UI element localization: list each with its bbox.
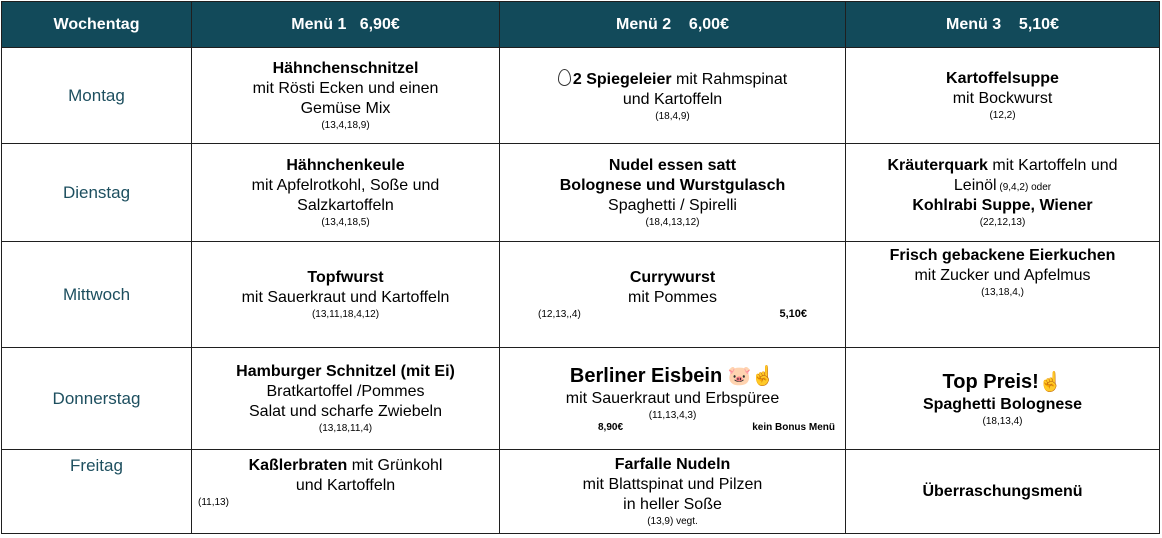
dish-title: Frisch gebackene Eierkuchen: [889, 247, 1116, 264]
allergen-codes: (13,18,4,): [981, 287, 1024, 298]
dish-line: mit Grünkohl: [347, 457, 443, 474]
allergen-codes: (11,13,4,3): [648, 410, 697, 421]
allergen-codes: (11,13): [198, 497, 229, 508]
table-row: [2, 242, 1160, 348]
allergen-codes: (13,18,11,4): [318, 423, 373, 434]
menu-3-cell: [846, 450, 1160, 534]
dish-line: mit Rahmspinat: [671, 70, 788, 88]
dish-title: [500, 364, 845, 389]
dish-title: Nudel essen satt: [608, 157, 737, 174]
dish-title-2: Spaghetti Bolognese: [922, 395, 1083, 413]
allergen-codes: (12,2): [989, 110, 1016, 121]
allergen-codes: (9,4,2) oder: [996, 182, 1052, 193]
bonus-note: kein Bonus Menü: [752, 422, 835, 433]
allergen-codes: (18,13,4): [982, 415, 1023, 427]
dish-title-text: Berliner Eisbein: [569, 365, 723, 387]
dish-title-2: Bolognese und Wurstgulasch: [559, 177, 786, 194]
dish-line: Bratkartoffel /Pommes: [266, 383, 425, 400]
dish-title: Kaßlerbraten: [248, 457, 348, 474]
dish-title: Kartoffelsuppe: [946, 70, 1059, 87]
dish-title: Hähnchenschnitzel: [272, 60, 419, 77]
day-wednesday: Mittwoch: [2, 242, 192, 348]
special-price: 5,10€: [779, 308, 807, 320]
pointing-finger-icon: ☝: [1038, 371, 1063, 393]
dish-line: Gemüse Mix: [300, 100, 391, 117]
dish-line: [846, 156, 1159, 176]
dish-line: mit Zucker und Apfelmus: [914, 267, 1091, 284]
dish-title: Hamburger Schnitzel (mit Ei): [236, 363, 455, 380]
menu-1-cell: [192, 48, 500, 144]
special-price: 8,90€: [598, 422, 624, 433]
header-weekday: Wochentag: [2, 2, 192, 48]
header-row: [2, 2, 1160, 48]
dish-line: [846, 176, 1159, 196]
dish-title: Currywurst: [629, 269, 716, 286]
menu-1-cell: [192, 144, 500, 242]
dish-line: Spaghetti / Spirelli: [608, 197, 737, 214]
menu-2-cell: [500, 242, 846, 348]
menu-2-cell: [500, 144, 846, 242]
dish-line: und Kartoffeln: [622, 90, 723, 108]
dish-line: mit Rösti Ecken und einen: [252, 80, 439, 97]
price-note-row: [500, 422, 845, 433]
day-thursday: Donnerstag: [2, 348, 192, 450]
allergen-codes: (18,4,9): [655, 110, 690, 122]
menu-2-cell: [500, 450, 846, 534]
dish-title: Kräuterquark: [887, 157, 988, 174]
day-tuesday: Dienstag: [2, 144, 192, 242]
allergen-codes: (18,4,13,12): [645, 217, 700, 228]
header-menu-1: Menü 1 6,90€: [192, 2, 500, 48]
allergen-codes: (13,11,18,4,12): [311, 309, 380, 320]
header-menu-2: Menü 2 6,00€: [500, 2, 846, 48]
dish-title: [846, 370, 1159, 395]
dish-line: [500, 69, 845, 90]
dish-line: in heller Soße: [623, 496, 722, 513]
dish-line: mit Sauerkraut und Kartoffeln: [241, 289, 450, 306]
dish-line: und Kartoffeln: [295, 477, 396, 494]
menu-1-cell: [192, 242, 500, 348]
menu-3-cell: [846, 144, 1160, 242]
allergen-codes: (22,12,13): [979, 217, 1026, 228]
day-friday: Freitag: [2, 450, 192, 534]
dish-title: Überraschungsmenü: [922, 482, 1083, 500]
menu-3-cell: [846, 348, 1160, 450]
table-row: [2, 144, 1160, 242]
dish-title-2: Kohlrabi Suppe, Wiener: [912, 197, 1093, 214]
allergen-codes: (13,4,18,5): [321, 217, 370, 228]
dish-line: Salat und scharfe Zwiebeln: [249, 403, 442, 420]
dish-line: mit Sauerkraut und Erbspüree: [565, 390, 780, 407]
allergen-codes: (13,4,18,9): [321, 120, 370, 131]
dish-line: Salzkartoffeln: [297, 197, 394, 214]
dish-title: Topfwurst: [307, 269, 384, 286]
codes-price-row: [500, 308, 845, 321]
dish-line: mit Apfelrotkohl, Soße und: [251, 177, 440, 194]
weekly-menu-table: [1, 1, 1160, 534]
dish-title: 2 Spiegeleier: [572, 70, 672, 88]
dish-line: mit Kartoffeln und: [987, 157, 1118, 174]
dish-title: Farfalle Nudeln: [614, 456, 731, 473]
egg-icon: [558, 69, 571, 86]
dish-title-text: Top Preis!: [942, 370, 1039, 393]
table-row: [2, 48, 1160, 144]
dish-title: Hähnchenkeule: [286, 157, 405, 174]
menu-2-cell: [500, 348, 846, 450]
allergen-codes: (13,9) vegt.: [647, 516, 698, 527]
table-row: [2, 450, 1160, 534]
header-menu-3: Menü 3 5,10€: [846, 2, 1160, 48]
menu-1-cell: [192, 450, 500, 534]
table-row: [2, 348, 1160, 450]
dish-line: mit Blattspinat und Pilzen: [582, 476, 763, 493]
dish-line: mit Pommes: [628, 289, 717, 306]
menu-3-cell: [846, 48, 1160, 144]
day-monday: Montag: [2, 48, 192, 144]
allergen-codes: (12,13,,4): [538, 309, 581, 320]
dish-line: mit Bockwurst: [952, 90, 1053, 107]
menu-3-cell: [846, 242, 1160, 348]
dish-line: Leinöl: [953, 177, 997, 194]
pig-pointing-emoji-icon: 🐷☝: [727, 366, 776, 387]
dish-line: [192, 456, 499, 476]
menu-1-cell: [192, 348, 500, 450]
menu-2-cell: [500, 48, 846, 144]
